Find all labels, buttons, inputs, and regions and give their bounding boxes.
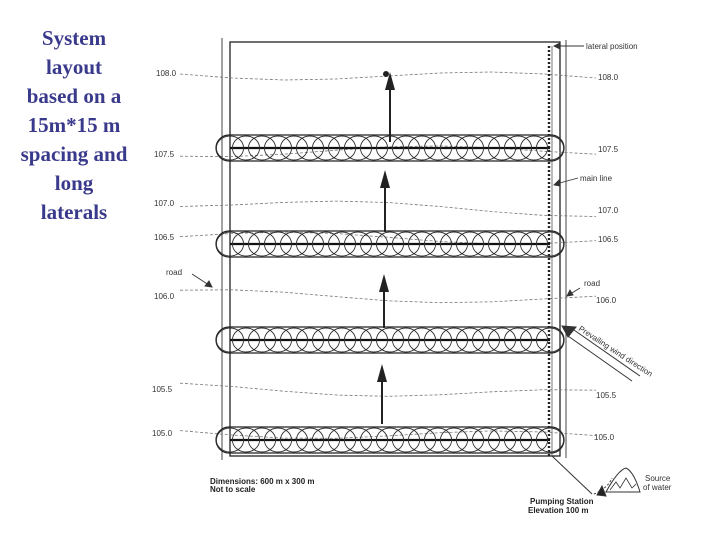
lateral-row bbox=[216, 231, 564, 257]
title-line-6: long bbox=[54, 171, 94, 195]
contour-label-left: 108.0 bbox=[156, 69, 177, 78]
lateral-position-pointer bbox=[554, 43, 584, 49]
road-label-right: road bbox=[584, 279, 601, 288]
arrow-up-icon bbox=[377, 364, 387, 424]
wind-direction-label: Prevailing wind direction bbox=[576, 324, 655, 379]
pumping-connection bbox=[552, 456, 612, 496]
contour-label-left: 105.5 bbox=[152, 385, 173, 394]
contour-label-right: 107.0 bbox=[598, 206, 619, 215]
contour-label-left: 107.0 bbox=[154, 199, 175, 208]
contour-label-right: 106.5 bbox=[598, 235, 619, 244]
contour-label-left: 107.5 bbox=[154, 150, 175, 159]
arrow-up-icon bbox=[380, 170, 390, 232]
contour-label-left: 106.0 bbox=[154, 292, 175, 301]
contour-label-left: 106.5 bbox=[154, 233, 175, 242]
contour-label-right: 108.0 bbox=[598, 73, 619, 82]
scale-note-label: Not to scale bbox=[210, 485, 256, 494]
contour-line bbox=[180, 201, 596, 216]
lateral-rows bbox=[216, 135, 564, 453]
main-line-label: main line bbox=[580, 174, 613, 183]
title-line-5: spacing and bbox=[20, 142, 128, 166]
contour-label-right: 107.5 bbox=[598, 145, 619, 154]
contour-line bbox=[180, 383, 596, 396]
title-line-1: System bbox=[41, 26, 107, 50]
pumping-elevation-label: Elevation 100 m bbox=[528, 506, 589, 515]
title-line-4: 15m*15 m bbox=[27, 113, 121, 137]
dimensions-label: Dimensions: 600 m x 300 m bbox=[210, 477, 315, 486]
contour-label-right: 105.5 bbox=[596, 391, 617, 400]
lateral-row bbox=[216, 427, 564, 453]
lateral-row bbox=[216, 327, 564, 353]
arrow-up-icon bbox=[383, 71, 395, 142]
source-label-2: of water bbox=[643, 483, 672, 492]
lateral-move-arrows bbox=[377, 71, 395, 424]
road-label-left: road bbox=[166, 268, 183, 277]
contour-label-right: 105.0 bbox=[594, 433, 615, 442]
main-line bbox=[549, 46, 552, 456]
contour-label-right: 106.0 bbox=[596, 296, 617, 305]
contour-line bbox=[180, 232, 596, 244]
pumping-station-label: Pumping Station bbox=[530, 497, 594, 506]
contour-label-left: 105.0 bbox=[152, 429, 173, 438]
title-line-7: laterals bbox=[40, 200, 108, 224]
source-label-1: Source bbox=[645, 474, 671, 483]
title-line-3: based on a bbox=[26, 84, 122, 108]
title-line-2: layout bbox=[45, 55, 102, 79]
water-source bbox=[606, 468, 640, 492]
lateral-position-label: lateral position bbox=[586, 42, 638, 51]
